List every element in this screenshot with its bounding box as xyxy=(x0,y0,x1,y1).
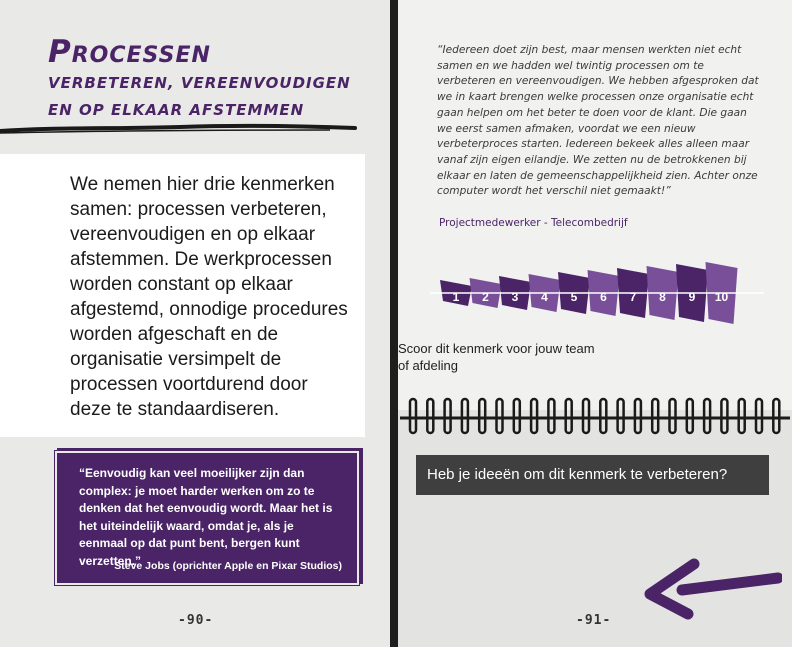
spiral-ring xyxy=(670,399,676,433)
spiral-ring xyxy=(462,399,468,433)
spiral-ring xyxy=(756,399,762,433)
page-number-right: -91- xyxy=(576,613,612,628)
scale-label: 2 xyxy=(482,290,489,304)
arrow-left-icon xyxy=(642,556,782,620)
scale-label: 10 xyxy=(714,290,729,304)
left-page xyxy=(0,0,390,647)
page-subtitle xyxy=(48,70,351,124)
spiral-ring xyxy=(687,399,693,433)
book-spine xyxy=(390,0,398,647)
spiral-ring xyxy=(635,399,641,433)
spiral-ring xyxy=(600,399,606,433)
testimonial-quote: “Iedereen doet zijn best, maar mensen werkten niet echt samen en we hadden wel twintig processen om te verbeteren en vereenvoudigen. We hebben afgesproken dat we in kaart brengen welke processen onze organisatie echt gaan helpen om het beter te doen voor de klant. Die gaan we eerst samen afmaken, voordat we een nieuw verbeterproces starten. Iedereen bekeek alles alleen maar vanaf zijn eigen eilandje. We zetten nu de betrokkenen bij elkaar en laten de gemeenschappelijkheid zien. Achter onze computer wordt het verschil niet gemaakt!” xyxy=(437,44,759,198)
testimonial-author: Projectmedewerker - Telecombedrijf xyxy=(439,217,628,229)
spiral-ring xyxy=(497,399,503,433)
scale-label: 8 xyxy=(659,290,666,304)
spiral-binding xyxy=(400,397,790,437)
scale-label: 5 xyxy=(570,290,578,304)
spiral-ring xyxy=(445,399,451,433)
spiral-ring xyxy=(704,399,710,433)
spiral-ring xyxy=(479,399,485,433)
scale-label: 4 xyxy=(541,290,548,304)
brush-underline xyxy=(0,122,390,136)
spiral-ring xyxy=(739,399,745,433)
page-title: Processen xyxy=(48,34,211,70)
scale-label: 7 xyxy=(629,290,637,304)
spiral-ring xyxy=(566,399,572,433)
spiral-ring xyxy=(427,399,433,433)
scale-label: 9 xyxy=(688,290,696,304)
score-scale xyxy=(398,236,792,336)
spiral-ring xyxy=(514,399,520,433)
ideas-prompt: Heb je ideeën om dit kenmerk te verbeteren? xyxy=(416,455,769,495)
quote-text: “Eenvoudig kan veel moeilijker zijn dan complex: je moet harder werken om zo te denken dat het eenvoudig wordt. Maar het is het uiteindelijk waard, omdat je, als je eenmaal op dat punt bent, bergen kunt verzetten.” xyxy=(79,466,333,568)
intro-text: We nemen hier drie kenmerken samen: processen verbeteren, vereenvoudigen en op elkaar afstemmen. De werkprocessen worden constant op elkaar afgestemd, onnodige procedures worden afgeschaft en de organisatie versimpelt de processen voortdurend door deze te standaardiseren. xyxy=(70,174,348,420)
quote-author: Steve Jobs (oprichter Apple en Pixar Studios) xyxy=(114,560,342,572)
spiral-ring xyxy=(721,399,727,433)
spiral-ring xyxy=(618,399,624,433)
scale-label: 3 xyxy=(511,290,519,304)
spiral-ring xyxy=(548,399,554,433)
scale-label: 1 xyxy=(452,290,460,304)
right-page: “Iedereen doet zijn best, maar mensen werkten niet echt samen en we hadden wel twintig processen om te verbeteren en vereenvoudigen. We hebben afgesproken dat we in kaart brengen welke processen onze organisatie echt gaan helpen om het beter te doen voor de klant. Die gaan we eerst samen afmaken, voordat we een nieuw verbeterproces starten. Iedereen bekeek alles alleen maar vanaf zijn eigen eilandje. We zetten nu de betrokkenen bij elkaar en laten de gemeenschappelijkheid zien. Achter onze computer wordt het verschil niet gemaakt!” Projectmedewerker - Telecombedrijf 1 2 3 4 5 6 7 8 9 10 Scoor dit kenmerk voor jouw team of afdeling Heb je ideeën om dit kenmerk te verbeteren? -91- xyxy=(398,0,792,647)
spiral-ring xyxy=(410,399,416,433)
subtitle-line-2: EN OP ELKAAR AFSTEMMEN xyxy=(48,101,305,119)
subtitle-line-1: VERBETEREN, VEREENVOUDIGEN xyxy=(48,74,351,92)
spiral-ring xyxy=(531,399,537,433)
spiral-ring xyxy=(773,399,779,433)
spiral-ring xyxy=(583,399,589,433)
scale-label: 6 xyxy=(600,290,607,304)
spiral-ring xyxy=(652,399,658,433)
page-number: -90- xyxy=(178,613,214,628)
